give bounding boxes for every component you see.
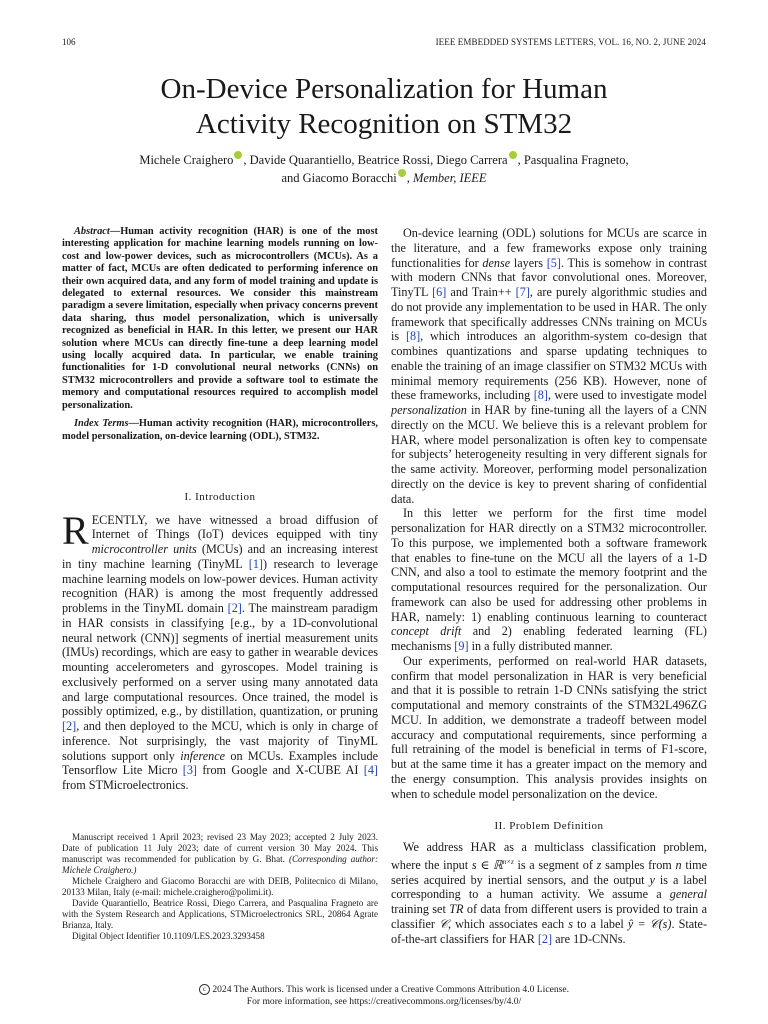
text: Manuscript received 1 April 2023; revised 23 May 2023; accepted 2 July 2023. Date of publication 11 July 2023; date of current version 30 May 2024. This manuscript was recommended for publication by G. Bhat.: [62, 832, 378, 864]
author-list: [0, 151, 768, 187]
math: 𝒞: [439, 916, 448, 931]
text: ECENTLY, we have witnessed a broad diffusion of Internet of Things (IoT) devices equipped with tiny: [91, 512, 378, 542]
citation-link[interactable]: [3]: [182, 763, 197, 778]
citation-link[interactable]: [8]: [533, 388, 548, 403]
text: 2024 The Authors. This work is licensed under a Creative Commons Attribution 4.0 License.: [209, 984, 570, 995]
text: . This is somehow in contrast with modern CNNs that favor convolutional ones. Moreover, TinyTL: [391, 255, 707, 299]
math: n: [675, 857, 682, 872]
math: n×z: [502, 857, 514, 866]
orcid-icon[interactable]: [398, 169, 406, 177]
index-terms-label: Index Terms: [74, 418, 129, 430]
doi-footnote: Digital Object Identifier 10.1109/LES.2023.3293458: [72, 931, 265, 941]
abstract-text: —Human activity recognition (HAR) is one of the most interesting application for machine learning models running on low-cost and low-power devices, such as microcontrollers (MCUs). As a matter of fact, MCUs are often dedicated to performing inference on their own acquired data, and any form of model training and update is delegated to external resources. We consider this mainstream paradigm a severe limitation, especially when privacy concerns prevent data sharing, thus model personalization, which is universally recognized as beneficial in HAR. In this letter, we present our HAR solution where MCUs can directly fine-tune a deep learning model using locally acquired data. In particular, we enable training functionalities for 1-D convolutional neural networks (CNNs) on STM32 microcontrollers and provide a software tool to estimate the memory and computational resources required to accomplish model personalization.: [62, 226, 378, 411]
text: . The mainstream paradigm in HAR consists in classifying [e.g., by a 1D-convolutional neural network (CNN)] segments of inertial measurement units (IMUs) recordings, which are easy to gather in wearable devices mounting accelerometers and gyroscopes. Model training is exclusively performed on a server using many annotated data and large computational resources. Once trained, the model is possibly optimized, e.g., by distillation, quantization, or pruning: [62, 601, 379, 719]
text: (MCUs) and an increasing interest in tiny machine learning (TinyML: [62, 542, 378, 571]
text: are 1D-CNNs.: [552, 931, 626, 946]
citation-link[interactable]: [6]: [432, 285, 447, 299]
text: and 2) enabling federated learning (FL) mechanisms: [391, 624, 707, 653]
citation-link[interactable]: [2]: [537, 931, 553, 946]
journal-header: IEEE EMBEDDED SYSTEMS LETTERS, VOL. 16, NO. 2, JUNE 2024: [435, 37, 706, 47]
text: general: [669, 887, 707, 902]
text: . State-of-the-art classifiers for HAR: [391, 916, 707, 946]
orcid-icon[interactable]: [509, 151, 517, 159]
footnotes: [62, 832, 378, 942]
paper-title: [0, 72, 768, 142]
math: z: [596, 857, 602, 872]
text: On-device learning (ODL) solutions for MCUs are scarce in the literature, and a few frameworks expose only training functionalities for: [391, 226, 707, 270]
citation-link[interactable]: [2]: [62, 719, 77, 734]
math: ŷ = 𝒞(s): [627, 916, 672, 931]
author-name: and Giacomo Boracchi: [281, 171, 397, 186]
license-footer: [0, 984, 768, 1008]
text: layers: [510, 255, 547, 270]
author-name: Michele Craighero: [139, 153, 234, 168]
index-terms: [62, 418, 378, 443]
license-line-1: [0, 984, 768, 996]
text: dense: [482, 255, 511, 270]
text: in HAR by fine-tuning all the layers of a CNN directly on the MCU. We believe this is a relevant problem for HAR, where model personalization is often key to compensate for subjects’ heterogeneity resulting in very different signals for the same activity. Moreover, performing model personalization directly on the device is key to prevent sharing of confidential data.: [391, 403, 707, 506]
drop-cap: R: [62, 507, 89, 553]
citation-link[interactable]: [1]: [248, 556, 263, 571]
citation-link[interactable]: [2]: [227, 601, 242, 616]
text: to a label: [572, 916, 628, 931]
text: , which introduces an algorithm-system co-design that combines quantizations and sparse updating techniques to enable the training of an image classifier on STM32 MCUs with minimal memory requirements (256 KB). However, none of these frameworks, including: [391, 329, 707, 403]
manuscript-footnote: [62, 832, 378, 876]
abstract: [62, 226, 378, 412]
citation-link[interactable]: [8]: [405, 329, 421, 344]
left-column: [62, 226, 378, 793]
text: ) research to leverage machine learning models on low-power devices. Human activity recognition (HAR) is among the most frequently addressed problems in the TinyML domain: [62, 556, 378, 616]
intro-paragraph: [62, 507, 379, 793]
authors-line-2: and Giacomo Boracchi , Member, IEEE: [0, 169, 768, 187]
text: , which associates each: [447, 916, 569, 931]
section-heading-introduction: I. Introduction: [184, 490, 256, 503]
orcid-icon[interactable]: [234, 151, 242, 159]
text: in a fully distributed manner.: [468, 639, 613, 653]
text: of data from different users is provided to train a classifier: [391, 902, 707, 931]
abstract-label: Abstract: [74, 226, 110, 237]
text: samples from: [601, 857, 676, 872]
page-number: 106: [62, 37, 76, 47]
citation-link[interactable]: [4]: [363, 763, 378, 778]
odl-paragraph: [391, 226, 707, 506]
math: TR: [449, 902, 464, 917]
copyright-icon: c: [199, 984, 210, 995]
citation-link[interactable]: [5]: [546, 255, 561, 270]
text: is a segment of: [513, 857, 597, 872]
text: microcontroller units: [91, 542, 197, 557]
license-line-2: For more information, see https://creativecommons.org/licenses/by/4.0/: [246, 996, 522, 1007]
text: We address HAR as a multiclass classification problem, where the input: [391, 840, 707, 872]
authors-line-1: [0, 151, 768, 169]
text: from Google and X-CUBE AI: [197, 763, 364, 778]
author-names: , Davide Quarantiello, Beatrice Rossi, Diego Carrera: [243, 153, 508, 168]
text: (Corresponding author: Michele Craighero.): [62, 854, 378, 875]
title-line-1: On-Device Personalization for Human: [160, 73, 608, 105]
member-title: Member, IEEE: [412, 171, 487, 186]
text: inference: [180, 748, 226, 763]
citation-link[interactable]: [7]: [515, 285, 530, 299]
index-terms-text: —Human activity recognition (HAR), microcontrollers, model personalization, on-device learning (ODL), STM32.: [62, 418, 378, 442]
author-names: , Pasqualina Fragneto,: [517, 153, 629, 168]
citation-link[interactable]: [9]: [454, 639, 469, 653]
problem-paragraph: [391, 840, 707, 946]
affiliation-footnote: Michele Craighero and Giacomo Boracchi are with DEIB, Politecnico di Milano, 20133 Milan, Italy (e-mail: michele.craighero@polimi.it).: [62, 876, 378, 897]
text: concept drift: [391, 624, 462, 639]
text: personalization: [391, 403, 467, 417]
math: s ∈ ℝ: [471, 857, 503, 872]
title-line-2: Activity Recognition on STM32: [195, 108, 573, 140]
affiliation-footnote: Davide Quarantiello, Beatrice Rossi, Diego Carrera, and Pasqualina Fragneto are with the System Research and Applications, STMicroelectronics SRL, 20864 Agrate Brianza, Italy.: [62, 898, 378, 930]
text: training set: [391, 902, 450, 917]
text: is a label corresponding to a human activity. We assume a: [391, 872, 707, 902]
right-column: [391, 226, 707, 946]
section-heading-problem-definition: II. Problem Definition: [494, 820, 604, 833]
text: In this letter we perform for the first time model personalization for HAR directly on a STM32 microcontroller. To this purpose, we implemented both a software framework that enables to fine-tune on the MCU all the layers of a 1-D CNN, and also a tool to estimate the memory footprint and the computational resources required for the personalization. Our framework can also be used for addressing other problems in HAR, namely: 1) enabling continuous learning to counteract: [391, 506, 707, 624]
text: on MCUs. Examples include Tensorflow Lite Micro: [62, 748, 378, 778]
text: time series acquired by inertial sensors, and the output: [391, 857, 707, 887]
experiments-paragraph: Our experiments, performed on real-world HAR datasets, confirm that model personalization in HAR is very beneficial and that it is possible to retrain 1-D CNNs satisfying the strict computational and memory constraints of the STM32L496ZG MCU. In addition, we demonstrate a tradeoff between model accuracy and computational requirements, since performing a full retraining of the model is beneficial in terms of F1-score, but at the same time it has a greater impact on the memory and the energy consumption. This analysis provides insights on when to schedule model personalization on the device.: [391, 653, 707, 801]
text: and Train++: [446, 285, 516, 299]
text: , were used to investigate model: [547, 388, 707, 403]
math: y: [649, 872, 655, 887]
text: from STMicroelectronics.: [62, 778, 189, 793]
math: s: [568, 916, 573, 931]
text: , are purely algorithmic studies and do not provide any implementation to be used in HAR. The only framework that specifically addresses CNNs training on MCUs is: [391, 285, 707, 344]
contribution-paragraph: [391, 506, 707, 654]
text: , and then deployed to the MCU, which is only in charge of inference. Not surprisingly, the vast majority of TinyML solutions support only: [62, 719, 378, 763]
